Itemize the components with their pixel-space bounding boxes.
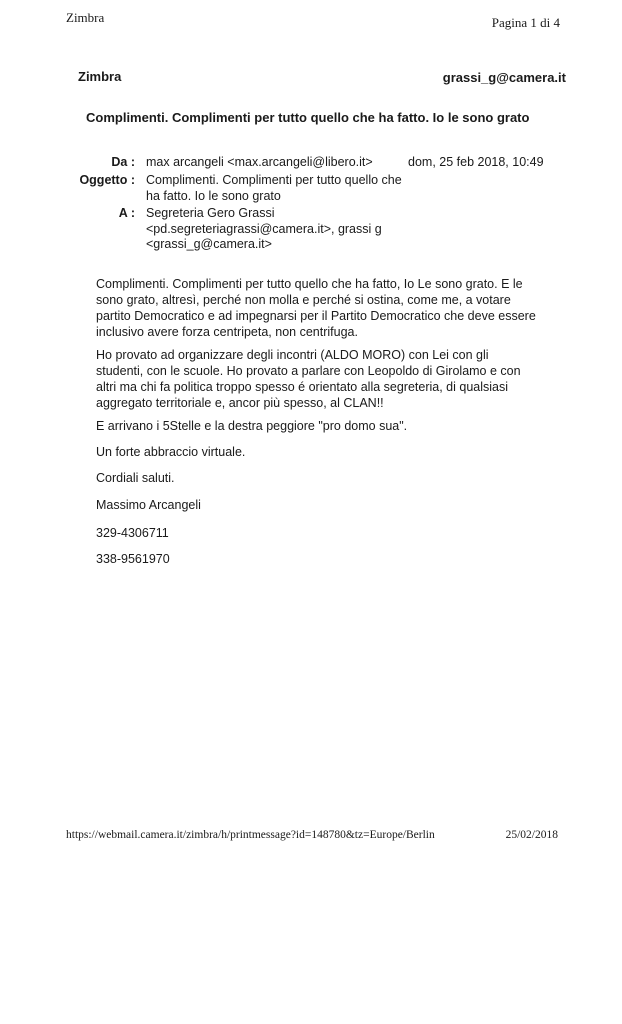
from-label: Da : — [111, 155, 135, 169]
message-subject-title: Complimenti. Complimenti per tutto quello che ha fatto. Io le sono grato — [86, 110, 530, 125]
signature-phone: 338-9561970 — [96, 552, 170, 566]
body-paragraph: E arrivano i 5Stelle e la destra peggiore "pro domo sua". — [96, 419, 408, 433]
body-paragraph: Un forte abbraccio virtuale. — [96, 445, 246, 459]
body-paragraph: Cordiali saluti. — [96, 471, 175, 485]
signature-name: Massimo Arcangeli — [96, 498, 201, 512]
signature-phone: 329-4306711 — [96, 526, 169, 540]
print-footer-date: 25/02/2018 — [505, 829, 558, 841]
from-value: max arcangeli <max.arcangeli@libero.it> — [146, 155, 373, 169]
message-date: dom, 25 feb 2018, 10:49 — [408, 155, 544, 169]
app-name: Zimbra — [78, 69, 122, 84]
to-value: Segreteria Gero Grassi <pd.segreteriagrassi@camera.it>, grassi g <grassi_g@camera.it> — [146, 206, 382, 251]
subject-value: Complimenti. Complimenti per tutto quello che ha fatto. Io le sono grato — [146, 173, 402, 203]
page-count: Pagina 1 di 4 — [491, 15, 560, 30]
to-label: A : — [118, 206, 135, 220]
print-header-title: Zimbra — [66, 10, 105, 25]
print-footer-url: https://webmail.camera.it/zimbra/h/printmessage?id=148780&tz=Europe/Berlin — [66, 829, 435, 841]
account-email: grassi_g@camera.it — [442, 70, 566, 85]
body-paragraph: Ho provato ad organizzare degli incontri (ALDO MORO) con Lei con gli studenti, con le scuole. Ho provato a parlare con Leopoldo di Girolamo e con altri ma chi fa politica troppo spesso é orientato alla segreteria, di qualsiasi aggregato territoriale e, ancor più spesso, al CLAN!! — [96, 348, 521, 410]
body-paragraph: Complimenti. Complimenti per tutto quello che ha fatto, Io Le sono grato. E le sono grato, altresì, perché non molla e perché si ostina, come me, a votare partito Democratico e ad impegnarsi per il Partito Democratico che deve essere inclusivo avere forza centripeta, non centrifuga. — [96, 277, 536, 339]
subject-label: Oggetto : — [79, 173, 135, 187]
